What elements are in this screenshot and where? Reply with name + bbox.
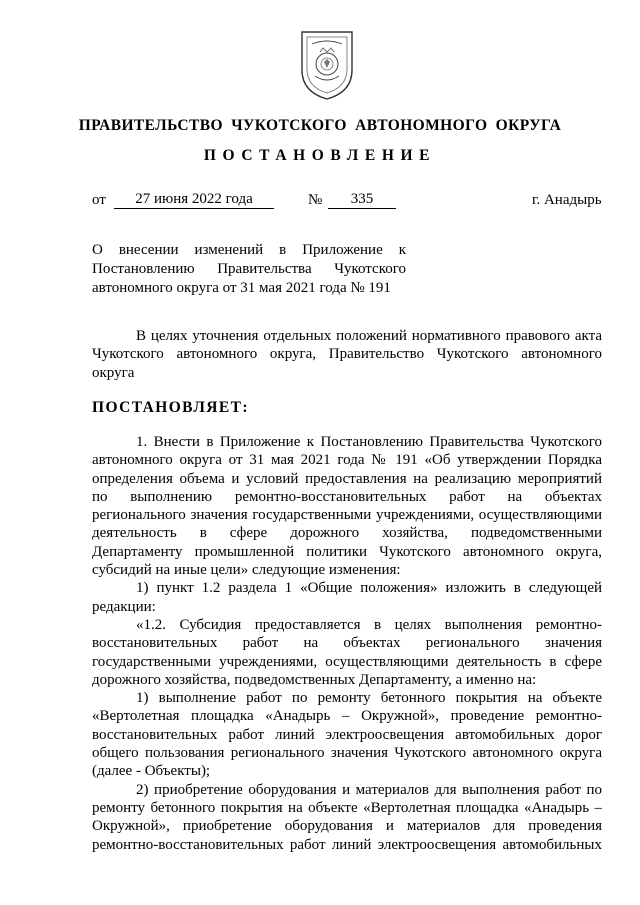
- body-line: Департаменту промышленной политики Чукотского автономного округа,: [92, 543, 602, 560]
- preamble-line: Чукотского автономного округа, Правительство Чукотского автономного: [92, 346, 602, 363]
- document-subject: [92, 241, 406, 298]
- body-line: 2) приобретение оборудования и материалов для выполнения работ по: [136, 781, 602, 798]
- number-label: №: [308, 192, 323, 208]
- body-line: субсидий на иные цели» следующие изменения:: [92, 562, 401, 579]
- body-line: дорожного хозяйства, подведомственных Департаменту, а именно на:: [92, 671, 537, 688]
- body-line: восстановительных работ линий электроосвещения автомобильных дорог: [92, 726, 602, 743]
- body-line: общего пользования регионального значения Чукотского автономного округа: [92, 745, 602, 762]
- body-line: «Вертолетная площадка «Анадырь – Окружной», проведение ремонтно-: [92, 708, 602, 725]
- body-line: Окружной», приобретение оборудования и материалов для проведения: [92, 818, 602, 835]
- body-line: (далее - Объекты);: [92, 763, 211, 780]
- document-number: 335: [328, 191, 396, 209]
- body-line: 1) выполнение работ по ремонту бетонного покрытия на объекте: [136, 690, 602, 707]
- body-line: автономного округа от 31 мая 2021 года № 191 «Об утверждении Порядка: [92, 452, 602, 469]
- subject-line: Постановлению Правительства Чукотского: [92, 261, 406, 277]
- decree-body: [92, 433, 602, 854]
- preamble-line: округа: [92, 364, 135, 381]
- subject-line: автономного округа от 31 мая 2021 года № 191: [92, 280, 391, 296]
- organization-title: ПРАВИТЕЛЬСТВО ЧУКОТСКОГО АВТОНОМНОГО ОКРУГА: [78, 117, 562, 134]
- coat-of-arms-emblem: [298, 26, 356, 102]
- body-line: 1) пункт 1.2 раздела 1 «Общие положения» изложить в следующей: [136, 580, 602, 597]
- body-line: 1. Внести в Приложение к Постановлению Правительства Чукотского: [136, 434, 602, 450]
- document-date: 27 июня 2022 года: [114, 191, 274, 209]
- body-line: регионального значения государственными учреждениями, осуществляющими: [92, 507, 602, 524]
- body-line: деятельность в сфере дорожного хозяйства, подведомственными: [92, 525, 602, 542]
- body-line: «1.2. Субсидия предоставляется в целях выполнения ремонтно-: [136, 616, 602, 633]
- city-label: г. Анадырь: [532, 192, 602, 208]
- preamble: [92, 327, 602, 382]
- body-line: определения объема и условий предоставления на реализацию мероприятий: [92, 470, 602, 487]
- body-line: ремонту бетонного покрытия на объекте «Вертолетная площадка «Анадырь –: [92, 799, 602, 816]
- date-prefix-label: от: [92, 192, 106, 208]
- body-line: государственными учреждениями, осуществляющими деятельность в сфере: [92, 653, 602, 670]
- document-type-title: ПОСТАНОВЛЕНИЕ: [203, 147, 437, 164]
- body-line: по выполнению ремонтно-восстановительных работ на объектах: [92, 488, 602, 505]
- body-line: ремонтно-восстановительных работ линий электроосвещения автомобильных: [92, 836, 602, 853]
- subject-line: О внесении изменений в Приложение к: [92, 242, 406, 258]
- body-line: восстановительных работ на объектах регионального значения: [92, 635, 602, 652]
- preamble-line: В целях уточнения отдельных положений нормативного правового акта: [136, 328, 602, 344]
- body-line: редакции:: [92, 598, 156, 615]
- decree-heading: ПОСТАНОВЛЯЕТ:: [92, 399, 249, 416]
